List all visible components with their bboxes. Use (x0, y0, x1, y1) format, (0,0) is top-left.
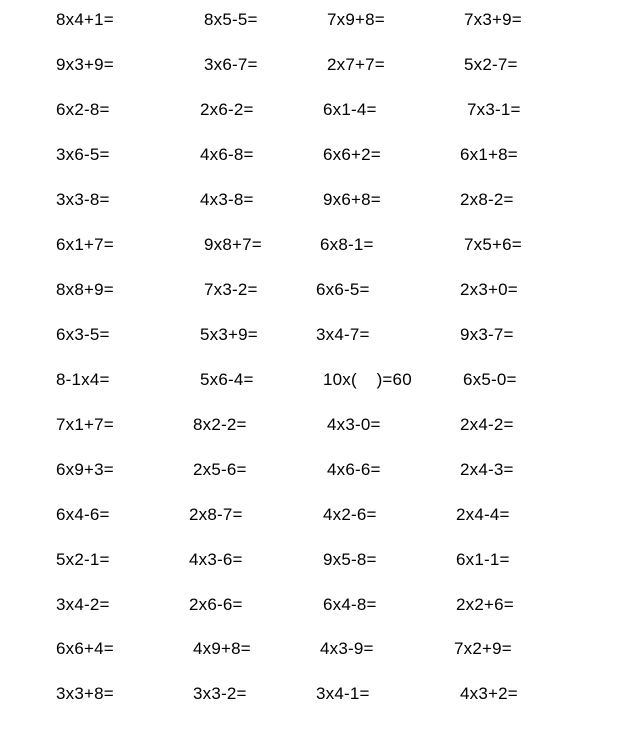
math-problem: 4x3-8= (200, 190, 254, 209)
math-problem: 2x6-6= (189, 595, 243, 614)
math-problem: 5x6-4= (200, 370, 254, 389)
math-problem: 2x4-3= (460, 460, 514, 479)
problem-row (0, 369, 634, 399)
math-problem: 8x2-2= (193, 415, 247, 434)
math-problem: 8-1x4= (56, 370, 110, 389)
problem-row (0, 638, 634, 668)
math-problem: 7x1+7= (56, 415, 114, 434)
math-problem: 3x3+8= (56, 684, 114, 703)
math-problem: 4x3+2= (460, 684, 518, 703)
math-problem: 6x6+4= (56, 639, 114, 658)
problem-row (0, 414, 634, 444)
math-problem: 5x2-7= (464, 55, 518, 74)
math-problem: 2x4-4= (456, 505, 510, 524)
math-problem: 4x6-8= (200, 145, 254, 164)
problem-row (0, 9, 634, 39)
math-problem: 7x3+9= (464, 10, 522, 29)
problem-row (0, 234, 634, 264)
math-problem: 9x6+8= (323, 190, 381, 209)
math-problem: 6x3-5= (56, 325, 110, 344)
math-problem: 3x4-7= (316, 325, 370, 344)
problem-row (0, 683, 634, 713)
problem-row (0, 189, 634, 219)
problem-row (0, 144, 634, 174)
problem-row (0, 459, 634, 489)
math-problem: 8x5-5= (204, 10, 258, 29)
math-problem: 10x( )=60 (323, 370, 412, 389)
math-problem: 2x7+7= (327, 55, 385, 74)
math-problem: 5x2-1= (56, 550, 110, 569)
problem-row (0, 594, 634, 624)
math-problem: 5x3+9= (200, 325, 258, 344)
math-problem: 6x4-6= (56, 505, 110, 524)
math-problem: 2x8-7= (189, 505, 243, 524)
problem-row (0, 279, 634, 309)
math-problem: 2x6-2= (200, 100, 254, 119)
math-problem: 6x5-0= (463, 370, 517, 389)
math-problem: 7x9+8= (327, 10, 385, 29)
math-problem: 6x6-5= (316, 280, 370, 299)
math-problem: 3x6-5= (56, 145, 110, 164)
math-problem: 9x5-8= (323, 550, 377, 569)
math-problem: 6x1+8= (460, 145, 518, 164)
math-problem: 6x1-4= (323, 100, 377, 119)
math-problem: 3x6-7= (204, 55, 258, 74)
math-problem: 6x1+7= (56, 235, 114, 254)
math-problem: 7x5+6= (464, 235, 522, 254)
math-problem: 2x8-2= (460, 190, 514, 209)
math-problem: 3x3-2= (193, 684, 247, 703)
math-problem: 6x2-8= (56, 100, 110, 119)
problem-row (0, 54, 634, 84)
problem-row (0, 99, 634, 129)
math-problem: 6x8-1= (320, 235, 374, 254)
math-problem: 9x3+9= (56, 55, 114, 74)
math-problem: 4x6-6= (327, 460, 381, 479)
math-problem: 7x3-1= (467, 100, 521, 119)
math-problem: 2x4-2= (460, 415, 514, 434)
math-problem: 8x8+9= (56, 280, 114, 299)
math-problem: 7x3-2= (204, 280, 258, 299)
math-problem: 3x4-1= (316, 684, 370, 703)
math-problem: 2x2+6= (456, 595, 514, 614)
math-problem: 3x3-8= (56, 190, 110, 209)
math-problem: 6x4-8= (323, 595, 377, 614)
problem-row (0, 324, 634, 354)
problem-row (0, 504, 634, 534)
math-problem: 4x3-9= (320, 639, 374, 658)
math-problem: 3x4-2= (56, 595, 110, 614)
math-problem: 4x3-0= (327, 415, 381, 434)
problem-row (0, 549, 634, 579)
math-problem: 2x5-6= (193, 460, 247, 479)
math-problem: 8x4+1= (56, 10, 114, 29)
math-problem: 4x2-6= (323, 505, 377, 524)
math-problem: 6x6+2= (323, 145, 381, 164)
math-problem: 7x2+9= (454, 639, 512, 658)
math-problem: 6x1-1= (456, 550, 510, 569)
math-problem: 9x3-7= (460, 325, 514, 344)
math-problem: 9x8+7= (204, 235, 262, 254)
math-problem: 4x3-6= (189, 550, 243, 569)
math-problem: 6x9+3= (56, 460, 114, 479)
math-problem: 4x9+8= (193, 639, 251, 658)
math-problem: 2x3+0= (460, 280, 518, 299)
